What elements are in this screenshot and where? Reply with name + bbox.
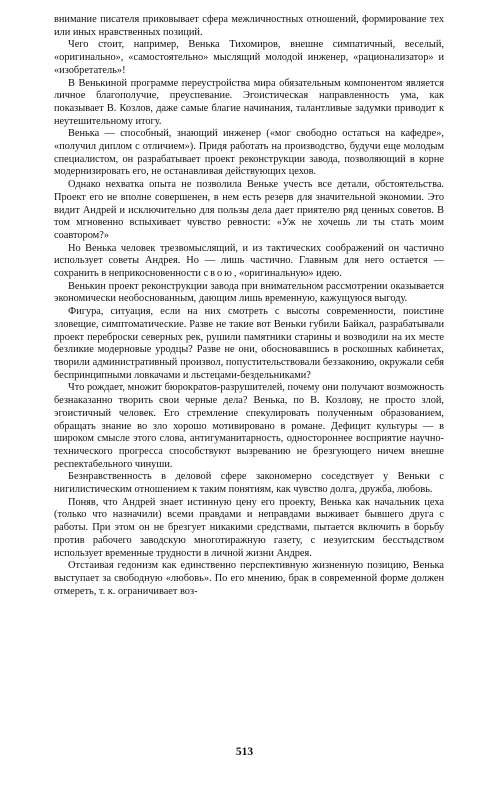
paragraph: Что рождает, множит бюрократов-разрушителей, почему они получают возможность безнаказанно творить свои черные дела? Венька, по В. Козлову, не просто злой, эгоистичный человек. Его стремление спекулировать полученным образованием, обращать знание во зло хорошо мотивировано в романе. Дефицит культуры — в широком смысле этого слова, антигуманитарность, одностороннее восприятие научно-технического прогресса способствуют вызреванию не брезгующего ничем внешне респектабельного чинуши. [54, 382, 444, 470]
paragraph: Безнравственность в деловой сфере закономерно соседствует у Веньки с нигилистическим отношением к таким понятиям, как чувство долга, дружба, любовь. [54, 471, 444, 496]
paragraph: Фигура, ситуация, если на них смотреть с высоты современности, поистине зловещие, симптоматические. Разве не такие вот Веньки губили Байкал, разрабатывали проект переброски северных рек, рушили памятники старины и возводили на их месте безликие модерновые уродцы? Разве не они, обосновавшись в роскошных кабинетах, творили административный произвол, попустительствовали беззаконию, окружали себя беспринципными ловкачами и льстецами-бездельниками? [54, 306, 444, 381]
page-text [54, 14, 444, 598]
paragraph: Венька — способный, знающий инженер («мог свободно остаться на кафедре», «получил диплом с отличием»). Придя работать на производство, будучи еще молодым специалистом, он разрабатывает проект реконструкции завода, позволяющий в корне модернизировать его, не останавливая действующих цехов. [54, 128, 444, 178]
paragraph-text: Но Венька человек трезвомыслящий, и из тактических соображений он частично использует советы Андрея. Но — лишь частично. Главным для него остается — сохранить в неприкосновенности [54, 242, 444, 280]
paragraph: Венькин проект реконструкции завода при внимательном рассмотрении оказывается экономически необоснованным, дающим лишь временную, кажущуюся выгоду. [54, 280, 444, 305]
paragraph: Чего стоит, например, Венька Тихомиров, внешне симпатичный, веселый, «оригинально», «самостоятельно» мыслящий молодой инженер, «рационализатор» и «изобретатель»! [54, 39, 444, 76]
paragraph: внимание писателя приковывает сфера межличностных отношений, формирование тех или иных нравственных позиций. [54, 14, 444, 38]
paragraph: Поняв, что Андрей знает истинную цену его проекту, Венька как начальник цеха (только что назначили) всеми правдами и неправдами выживает бывшего друга с работы. При этом он не брезгует никакими средствами, пытается включить в борьбу против рабочего заводскую многотиражную газету, с иезуитским бесстыдством использует временные трудности в личной жизни Андрея. [54, 496, 444, 559]
paragraph: Отстаивая гедонизм как единственно перспективную жизненную позицию, Венька выступает за свободную «любовь». По его мнению, брак в современной форме должен отмереть, т. к. ограничивает воз- [54, 560, 444, 597]
page-number: 513 [235, 746, 254, 758]
paragraph-with-emphasis [54, 243, 444, 281]
paragraph: Однако нехватка опыта не позволила Веньке учесть все детали, обстоятельства. Проект его не вполне совершенен, в нем есть резерв для значительной экономии. Это видит Андрей и исключительно для пользы дела дает приятелю ряд ценных советов. В том мгновенно вспыхивает чувство ревности: «Уж не хочешь ли ты стать моим соавтором?» [54, 179, 444, 241]
paragraph: В Венькиной программе переустройства мира обязательным компонентом является личное благополучие, преуспевание. Эгоистическая направленность ума, как показывает В. Козлов, даже самые благие начинания, талантливые задумки приводит к неутешительному итогу. [54, 77, 444, 127]
paragraph-tail: , «оригинальную» идею. [233, 268, 342, 280]
spaced-emphasis: свою [203, 268, 234, 280]
